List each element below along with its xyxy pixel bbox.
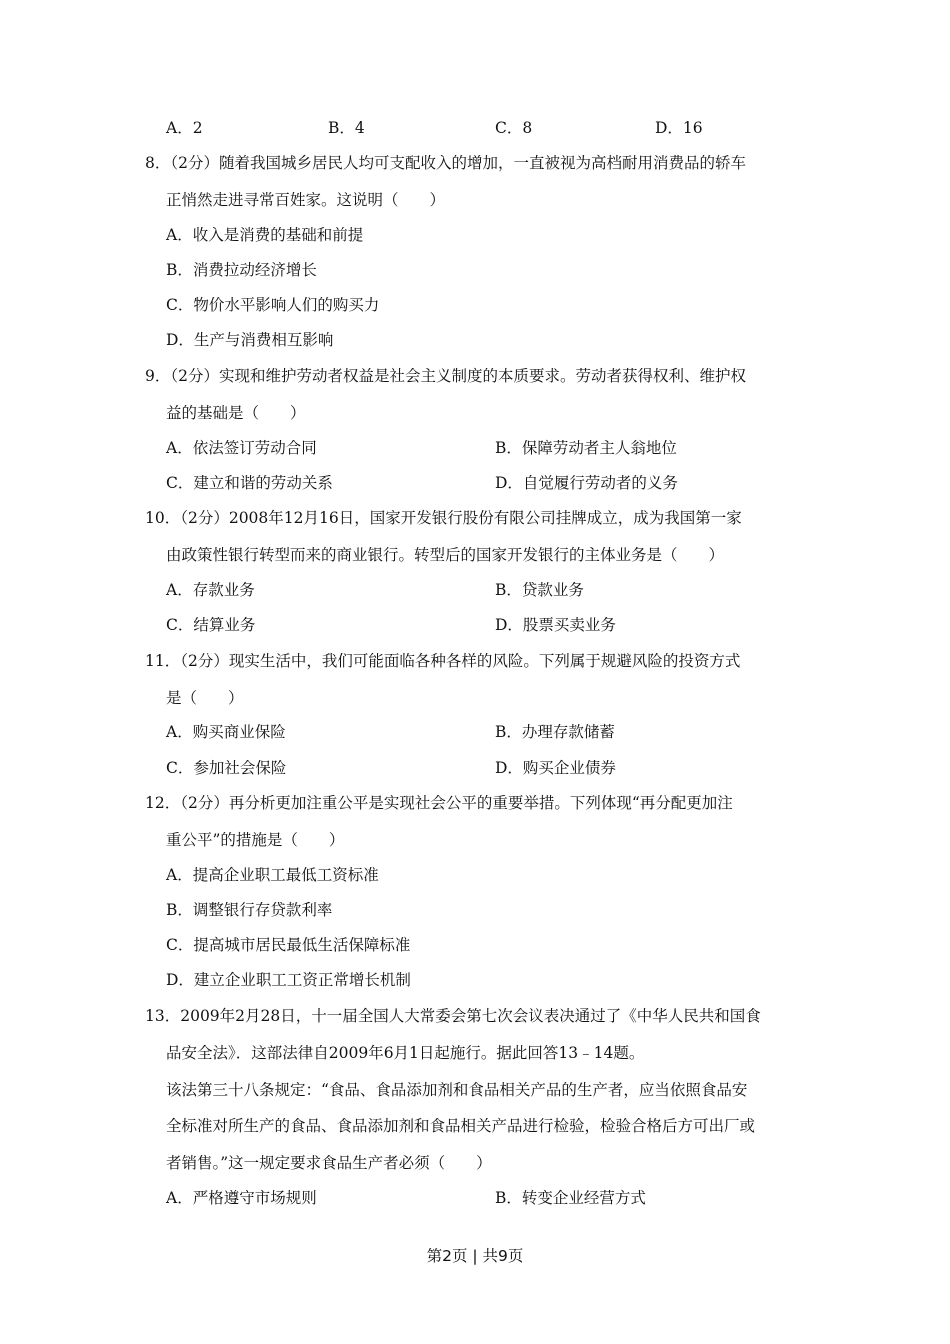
q13-stem-line1: 13．2009年2月28日，十一届全国人大常委会第七次会议表决通过了《中华人民共和国食 — [145, 1007, 761, 1025]
q12-option-b: B．调整银行存贷款利率 — [166, 901, 333, 919]
q10-stem-line1: 10．（2分）2008年12月16日，国家开发银行股份有限公司挂牌成立，成为我国第一家 — [145, 509, 742, 527]
q7-option-d: D．16 — [655, 119, 703, 137]
q8-option-d: D．生产与消费相互影响 — [166, 331, 334, 349]
q9-option-d: D．自觉履行劳动者的义务 — [495, 474, 678, 492]
q10-option-a: A．存款业务 — [166, 581, 255, 599]
q13-stem-line2: 品安全法》．这部法律自2009年6月1日起施行。据此回答13﹣14题。 — [166, 1044, 645, 1062]
q11-option-c: C．参加社会保险 — [166, 759, 287, 777]
q7-option-b: B．4 — [328, 119, 365, 137]
q12-option-d: D．建立企业职工工资正常增长机制 — [166, 971, 411, 989]
q9-option-c: C．建立和谐的劳动关系 — [166, 474, 333, 492]
q13-stem-line3: 该法第三十八条规定：“食品、食品添加剂和食品相关产品的生产者，应当依照食品安 — [166, 1081, 748, 1099]
q11-stem-line1: 11．（2分）现实生活中，我们可能面临各种各样的风险。下列属于规避风险的投资方式 — [145, 652, 741, 670]
q9-stem-line1: 9．（2分）实现和维护劳动者权益是社会主义制度的本质要求。劳动者获得权利、维护权 — [145, 367, 746, 385]
q8-option-b: B．消费拉动经济增长 — [166, 261, 317, 279]
q10-option-d: D．股票买卖业务 — [495, 616, 616, 634]
q12-option-c: C．提高城市居民最低生活保障标准 — [166, 936, 411, 954]
q10-option-c: C．结算业务 — [166, 616, 256, 634]
q12-stem-line1: 12．（2分）再分析更加注重公平是实现社会公平的重要举措。下列体现“再分配更加注 — [145, 794, 733, 812]
q9-option-b: B．保障劳动者主人翁地位 — [495, 439, 677, 457]
q9-stem-line2: 益的基础是（ ） — [166, 404, 306, 422]
q8-option-a: A．收入是消费的基础和前提 — [166, 226, 364, 244]
q13-stem-line4: 全标准对所生产的食品、食品添加剂和食品相关产品进行检验，检验合格后方可出厂或 — [166, 1117, 756, 1135]
q12-stem-line2: 重公平”的措施是（ ） — [166, 831, 345, 849]
q10-stem-line2: 由政策性银行转型而来的商业银行。转型后的国家开发银行的主体业务是（ ） — [166, 546, 725, 564]
q11-stem-line2: 是（ ） — [166, 689, 244, 707]
q8-option-c: C．物价水平影响人们的购买力 — [166, 296, 380, 314]
q10-option-b: B．贷款业务 — [495, 581, 584, 599]
q12-option-a: A．提高企业职工最低工资标准 — [166, 866, 379, 884]
q13-option-b: B．转变企业经营方式 — [495, 1189, 646, 1207]
q13-stem-line5: 者销售。”这一规定要求食品生产者必须（ ） — [166, 1154, 492, 1172]
q11-option-d: D．购买企业债券 — [495, 759, 616, 777]
q11-option-a: A．购买商业保险 — [166, 723, 286, 741]
q13-option-a: A．严格遵守市场规则 — [166, 1189, 317, 1207]
q8-stem-line2: 正悄然走进寻常百姓家。这说明（ ） — [166, 191, 446, 209]
q11-option-b: B．办理存款储蓄 — [495, 723, 615, 741]
q8-stem-line1: 8．（2分）随着我国城乡居民人均可支配收入的增加，一直被视为高档耐用消费品的轿车 — [145, 154, 746, 172]
q7-option-c: C．8 — [495, 119, 533, 137]
page-footer: 第2页 | 共9页 — [426, 1247, 524, 1265]
q7-option-a: A．2 — [166, 119, 203, 137]
q9-option-a: A．依法签订劳动合同 — [166, 439, 317, 457]
